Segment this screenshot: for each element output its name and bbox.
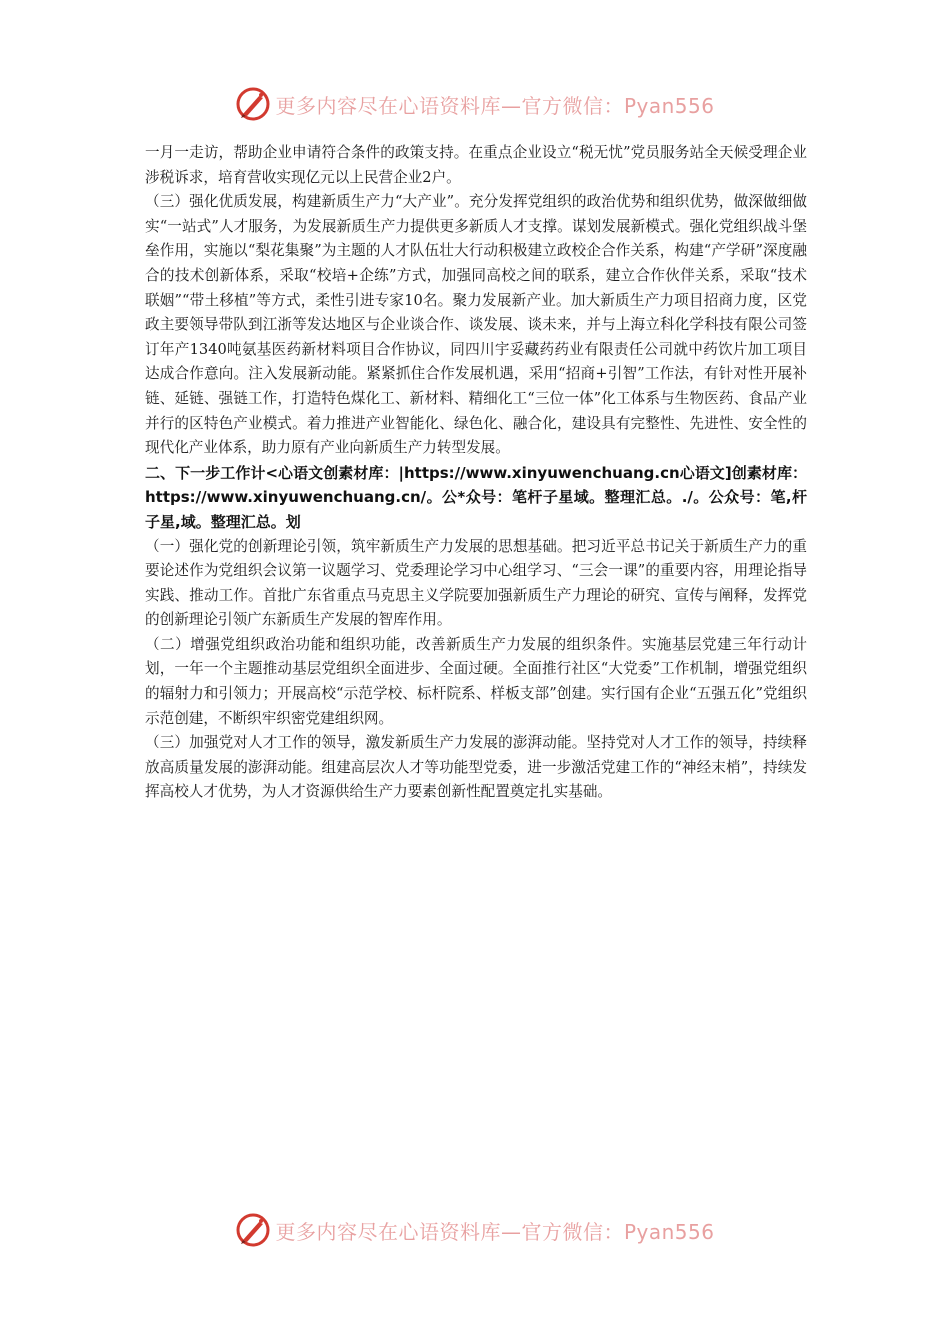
banner-text: 更多内容尽在心语资料库—官方微信：Pyan556 (275, 1219, 715, 1244)
paragraph-plan-1: （一）强化党的创新理论引领，筑牢新质生产力发展的思想基础。把习近平总书记关于新质生产力的重要论述作为党组织会议第一议题学习、党委理论学习中心组学习、“三会一课”的重要内容，用理论指导实践、推动工作。首批广东省重点马克思主义学院要加强新质生产力理论的研究、宣传与阐释，发挥党的创新理论引领广东新质生产发展的智库作用。 (145, 537, 807, 629)
section-heading-next-steps: 二、下一步工作计<心语文创素材库：|https://www.xinyuwenchuang.cn心语文]创素材库：https://www.xinyuwenchuang.cn/。公*众号：笔杆子星域。整理汇总。./。公众号：笔,杆子星,域。整理汇总。划 (145, 463, 807, 531)
banner-text: 更多内容尽在心语资料库—官方微信：Pyan556 (275, 93, 715, 118)
document-body (145, 141, 807, 805)
pen-logo-icon (235, 86, 271, 122)
paragraph-plan-3: （三）加强党对人才工作的领导，激发新质生产力发展的澎湃动能。坚持党对人才工作的领导，持续释放高质量发展的澎湃动能。组建高层次人才等功能型党委，进一步激活党建工作的“神经末梢”，持续发挥高校人才优势，为人才资源供给生产力要素创新性配置奠定扎实基础。 (145, 734, 807, 801)
footer-watermark-banner (0, 1210, 950, 1250)
paragraph-section-3: （三）强化优质发展，构建新质生产力“大产业”。充分发挥党组织的政治优势和组织优势，做深做细做实“一站式”人才服务，为发展新质生产力提供更多新质人才支撑。谋划发展新模式。强化党组织战斗堡垒作用，实施以“梨花集聚”为主题的人才队伍壮大行动积极建立政校企合作关系，构建“产学研”深度融合的技术创新体系，采取“校培+企练”方式，加强同高校之间的联系，建立合作伙伴关系，采取“技术联姻”“带土移植”等方式，柔性引进专家10名。聚力发展新产业。加大新质生产力项目招商力度，区党政主要领导带队到江浙等发达地区与企业谈合作、谈发展、谈未来，并与上海立科化学科技有限公司签订年产1340吨氨基医药新材料项目合作协议，同四川宇妥藏药药业有限责任公司就中药饮片加工项目达成合作意向。注入发展新动能。紧紧抓住合作发展机遇，采用“招商+引智”工作法，有针对性开展补链、延链、强链工作，打造特色煤化工、新材料、精细化工“三位一体”化工体系与生物医药、食品产业并行的区特色产业模式。着力推进产业智能化、绿色化、融合化，建设具有完整性、先进性、安全性的现代化产业体系，助力原有产业向新质生产力转型发展。 (145, 193, 807, 457)
paragraph-continuation: 一月一走访，帮助企业申请符合条件的政策支持。在重点企业设立“税无忧”党员服务站全天候受理企业涉税诉求，培育营收实现亿元以上民营企业2户。 (145, 144, 807, 186)
header-watermark-banner (0, 84, 950, 124)
paragraph-plan-2: （二）增强党组织政治功能和组织功能，改善新质生产力发展的组织条件。实施基层党建三年行动计划，一年一个主题推动基层党组织全面进步、全面过硬。全面推行社区“大党委”工作机制，增强党组织的辐射力和引领力；开展高校“示范学校、标杆院系、样板支部”创建。实行国有企业“五强五化”党组织示范创建，不断织牢织密党建组织网。 (145, 635, 807, 727)
pen-logo-icon (235, 1212, 271, 1248)
